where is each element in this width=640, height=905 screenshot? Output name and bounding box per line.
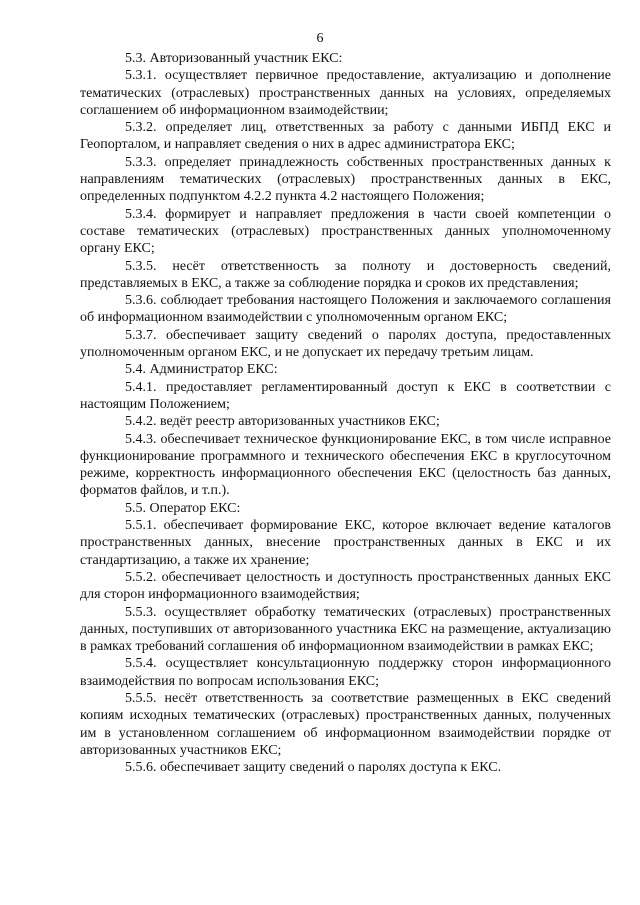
section-heading-5-5: 5.5. Оператор ЕКС: [125,500,241,516]
paragraph-5-5-6: 5.5.6. обеспечивает защиту сведений о паролях доступа к ЕКС. [125,760,502,776]
paragraph-5-5-2: 5.5.2. обеспечивает целостность и доступность пространственных данных ЕКС для сторон информационного взаимодействия; [80,569,611,603]
paragraph-5-4-2: 5.4.2. ведёт реестр авторизованных участников ЕКС; [125,414,440,430]
paragraph-5-5-1: 5.5.1. обеспечивает формирование ЕКС, которое включает ведение каталогов пространственных данных, внесение пространственных данных в ЕКС и их стандартизацию, а также их хранение; [80,518,611,568]
paragraph-5-4-3: 5.4.3. обеспечивает техническое функционирование ЕКС, в том числе исправное функционирование программного и технического обеспечения ЕКС в круглосуточном режиме, корректность информационного обеспечения ЕКС (целостность баз данных, форматов файлов, и т.п.). [80,431,611,499]
document-body [80,50,611,776]
paragraph-5-4-1: 5.4.1. предоставляет регламентированный доступ к ЕКС в соответствии с настоящим Положением; [80,379,611,412]
page-number: 6 [316,31,324,46]
paragraph-5-3-2: 5.3.2. определяет лиц, ответственных за работу с данными ИБПД ЕКС и Геопорталом, и направляет сведения о них в адрес администратора ЕКС; [80,120,611,153]
paragraph-5-3-5: 5.3.5. несёт ответственность за полноту и достоверность сведений, представляемых в ЕКС, а также за соблюдение порядка и сроков их представления; [80,258,611,291]
paragraph-5-3-3: 5.3.3. определяет принадлежность собственных пространственных данных к направлениям тематических (отраслевых) пространственных данных в ЕКС, определенных подпунктом 4.2.2 пункта 4.2 настоящего Положения; [80,154,611,205]
paragraph-5-5-5: 5.5.5. несёт ответственность за соответствие размещенных в ЕКС сведений копиям исходных тематических (отраслевых) пространственных данных, полученных им в установленном соглашением об информационном взаимодействии порядке от авторизованных участников ЕКС; [80,690,611,758]
paragraph-5-3-6: 5.3.6. соблюдает требования настоящего Положения и заключаемого соглашения об информационном взаимодействии с уполномоченным органом ЕКС; [80,293,611,326]
section-heading-5-3: 5.3. Авторизованный участник ЕКС: [125,51,343,66]
paragraph-5-3-1: 5.3.1. осуществляет первичное предоставление, актуализацию и дополнение тематических (отраслевых) пространственных данных на условиях, определяемых соглашением об информационном взаимодействии; [80,68,611,118]
paragraph-5-5-4: 5.5.4. осуществляет консультационную поддержку сторон информационного взаимодействия по вопросам использования ЕКС; [80,656,611,689]
paragraph-5-3-4: 5.3.4. формирует и направляет предложения в части своей компетенции о составе тематических (отраслевых) пространственных данных уполномоченному органу ЕКС; [80,206,611,257]
paragraph-5-5-3: 5.5.3. осуществляет обработку тематических (отраслевых) пространственных данных, поступивших от авторизованного участника ЕКС на размещение, актуализацию в рамках требований соглашения об информационном взаимодействии в рамках ЕКС; [80,604,611,655]
paragraph-5-3-7: 5.3.7. обеспечивает защиту сведений о паролях доступа, предоставленных уполномоченным органом ЕКС, и не допускает их передачу третьим лицам. [80,327,611,361]
section-heading-5-4: 5.4. Администратор ЕКС: [125,362,278,378]
